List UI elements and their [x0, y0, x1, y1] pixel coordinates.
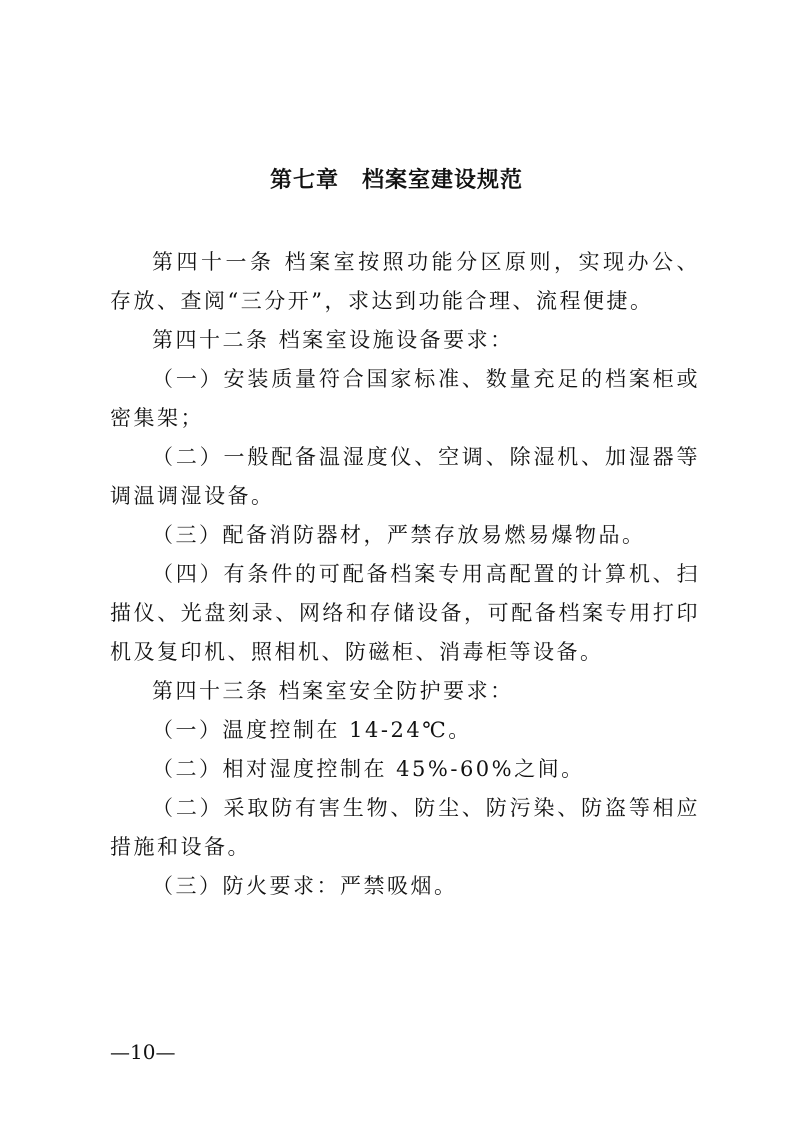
article-43-item-2: （二）相对湿度控制在 45%-60%之间。: [152, 757, 585, 781]
article-43-item-4: （三）防火要求：严禁吸烟。: [152, 874, 458, 898]
article-42-item-2: （二）一般配备温湿度仪、空调、除湿机、加湿器等调温调湿设备。: [110, 445, 700, 508]
page-number: —10—: [110, 1040, 176, 1064]
article-43: 第四十三条 档案室安全防护要求：: [152, 679, 514, 703]
article-43-item-3: （二）采取防有害生物、防尘、防污染、防盗等相应措施和设备。: [110, 796, 700, 859]
article-43-item-1: （一）温度控制在 14-24℃。: [152, 718, 472, 742]
chapter-title: 第七章 档案室建设规范: [269, 168, 523, 193]
article-42-item-4: （四）有条件的可配备档案专用高配置的计算机、扫描仪、光盘刻录、网络和存储设备，可配备档案专用打印机及复印机、照相机、防磁柜、消毒柜等设备。: [110, 562, 700, 664]
article-41: 第四十一条 档案室按照功能分区原则，实现办公、存放、查阅“三分开”，求达到功能合理、流程便捷。: [110, 250, 700, 313]
body-text: [110, 243, 700, 906]
article-42: 第四十二条 档案室设施设备要求：: [152, 328, 514, 352]
article-42-item-1: （一）安装质量符合国家标准、数量充足的档案柜或密集架；: [110, 367, 700, 430]
article-42-item-3: （三）配备消防器材，严禁存放易燃易爆物品。: [152, 523, 646, 547]
